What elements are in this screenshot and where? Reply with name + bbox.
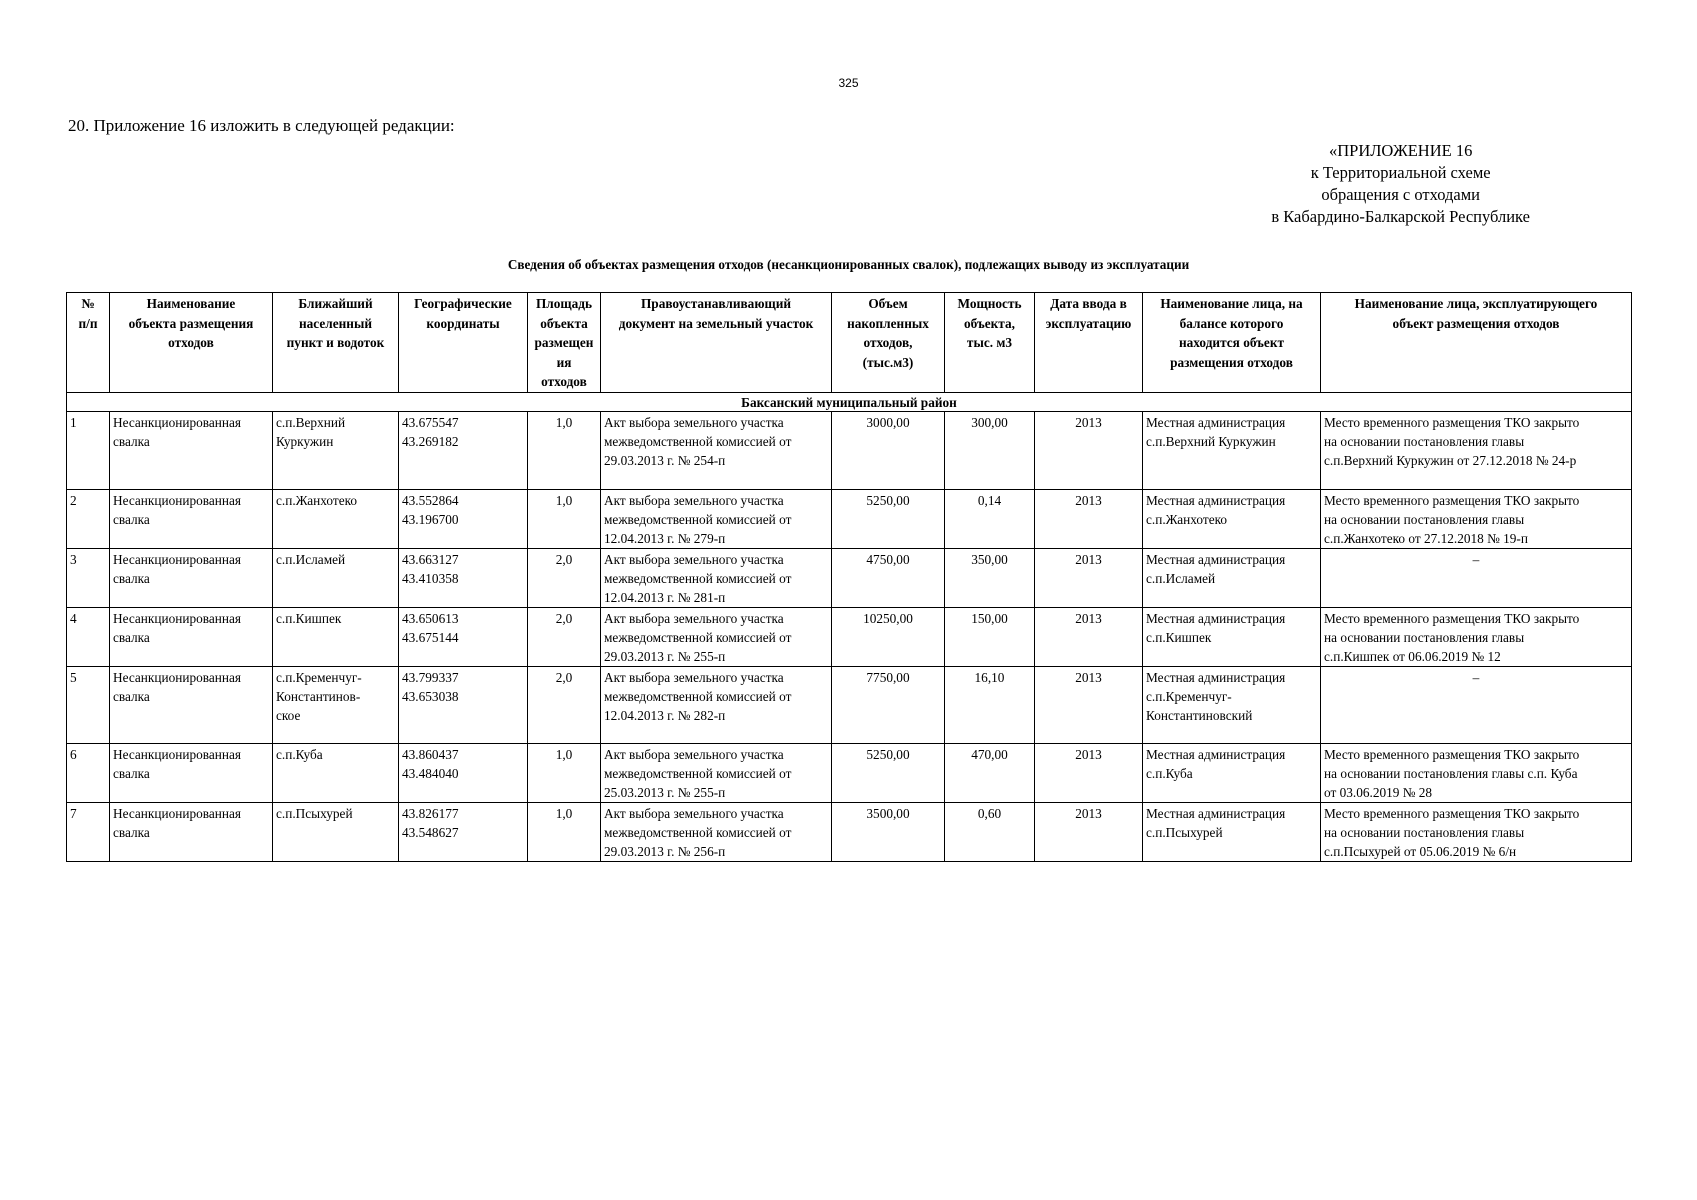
cell-object-name: Несанкционированная свалка xyxy=(110,803,273,862)
cell-number: 1 xyxy=(67,412,110,490)
cell-operator: – xyxy=(1321,667,1632,744)
cell-coordinates: 43.826177 43.548627 xyxy=(399,803,528,862)
cell-waste-volume: 10250,00 xyxy=(832,608,945,667)
cell-waste-volume: 7750,00 xyxy=(832,667,945,744)
header-number: № п/п xyxy=(67,293,110,393)
cell-balance-holder: Местная администрация с.п.Кременчуг- Константиновский xyxy=(1143,667,1321,744)
cell-waste-volume: 3500,00 xyxy=(832,803,945,862)
cell-coordinates: 43.552864 43.196700 xyxy=(399,490,528,549)
cell-area: 1,0 xyxy=(528,412,601,490)
cell-capacity: 16,10 xyxy=(945,667,1035,744)
table-row xyxy=(67,490,1632,549)
cell-waste-volume: 5250,00 xyxy=(832,744,945,803)
cell-settlement: с.п.Куба xyxy=(273,744,399,803)
cell-coordinates: 43.675547 43.269182 xyxy=(399,412,528,490)
cell-waste-volume: 3000,00 xyxy=(832,412,945,490)
cell-capacity: 350,00 xyxy=(945,549,1035,608)
cell-coordinates: 43.663127 43.410358 xyxy=(399,549,528,608)
table-row xyxy=(67,608,1632,667)
cell-coordinates: 43.799337 43.653038 xyxy=(399,667,528,744)
cell-settlement: с.п.Кременчуг- Константинов- ское xyxy=(273,667,399,744)
header-balance-holder: Наименование лица, на балансе которого находится объект размещения отходов xyxy=(1143,293,1321,393)
cell-settlement: с.п.Исламей xyxy=(273,549,399,608)
header-area: Площадь объекта размещен ия отходов xyxy=(528,293,601,393)
cell-number: 2 xyxy=(67,490,110,549)
cell-operator: Место временного размещения ТКО закрыто на основании постановления главы с.п.Верхний Куркужин от 27.12.2018 № 24-р xyxy=(1321,412,1632,490)
cell-area: 2,0 xyxy=(528,667,601,744)
cell-land-document: Акт выбора земельного участка межведомственной комиссией от 12.04.2013 г. № 281-п xyxy=(601,549,832,608)
cell-object-name: Несанкционированная свалка xyxy=(110,667,273,744)
section-title: Баксанский муниципальный район xyxy=(67,393,1632,412)
cell-coordinates: 43.860437 43.484040 xyxy=(399,744,528,803)
cell-settlement: с.п.Псыхурей xyxy=(273,803,399,862)
appendix-line: «ПРИЛОЖЕНИЕ 16 xyxy=(1328,141,1473,160)
table-row xyxy=(67,803,1632,862)
table-header-row xyxy=(67,293,1632,393)
appendix-line: в Кабардино-Балкарской Республике xyxy=(1271,207,1530,226)
table-row xyxy=(67,549,1632,608)
table-row xyxy=(67,412,1632,490)
header-capacity: Мощность объекта, тыс. м3 xyxy=(945,293,1035,393)
cell-number: 6 xyxy=(67,744,110,803)
appendix-line: обращения с отходами xyxy=(1321,185,1481,204)
cell-waste-volume: 5250,00 xyxy=(832,490,945,549)
cell-settlement: с.п.Жанхотеко xyxy=(273,490,399,549)
cell-object-name: Несанкционированная свалка xyxy=(110,744,273,803)
table-title: Сведения об объектах размещения отходов (несанкционированных свалок), подлежащих выводу из эксплуатации xyxy=(507,257,1190,272)
cell-land-document: Акт выбора земельного участка межведомственной комиссией от 12.04.2013 г. № 282-п xyxy=(601,667,832,744)
cell-capacity: 150,00 xyxy=(945,608,1035,667)
cell-balance-holder: Местная администрация с.п.Верхний Куркужин xyxy=(1143,412,1321,490)
cell-area: 1,0 xyxy=(528,803,601,862)
cell-number: 4 xyxy=(67,608,110,667)
appendix-line: к Территориальной схеме xyxy=(1310,163,1491,182)
appendix-heading-block xyxy=(1271,140,1530,228)
cell-balance-holder: Местная администрация с.п.Куба xyxy=(1143,744,1321,803)
cell-land-document: Акт выбора земельного участка межведомственной комиссией от 29.03.2013 г. № 256-п xyxy=(601,803,832,862)
cell-capacity: 470,00 xyxy=(945,744,1035,803)
cell-area: 2,0 xyxy=(528,549,601,608)
cell-area: 2,0 xyxy=(528,608,601,667)
cell-capacity: 0,14 xyxy=(945,490,1035,549)
cell-settlement: с.п.Верхний Куркужин xyxy=(273,412,399,490)
cell-commission-date: 2013 xyxy=(1035,667,1143,744)
cell-commission-date: 2013 xyxy=(1035,744,1143,803)
cell-area: 1,0 xyxy=(528,744,601,803)
header-waste-volume: Объем накопленных отходов, (тыс.м3) xyxy=(832,293,945,393)
cell-capacity: 300,00 xyxy=(945,412,1035,490)
cell-object-name: Несанкционированная свалка xyxy=(110,412,273,490)
cell-commission-date: 2013 xyxy=(1035,549,1143,608)
cell-number: 5 xyxy=(67,667,110,744)
header-operator: Наименование лица, эксплуатирующего объект размещения отходов xyxy=(1321,293,1632,393)
cell-balance-holder: Местная администрация с.п.Кишпек xyxy=(1143,608,1321,667)
header-settlement: Ближайший населенный пункт и водоток xyxy=(273,293,399,393)
cell-operator: Место временного размещения ТКО закрыто на основании постановления главы с.п.Жанхотеко от 27.12.2018 № 19-п xyxy=(1321,490,1632,549)
table-row xyxy=(67,667,1632,744)
cell-number: 7 xyxy=(67,803,110,862)
cell-number: 3 xyxy=(67,549,110,608)
cell-capacity: 0,60 xyxy=(945,803,1035,862)
intro-paragraph: 20. Приложение 16 изложить в следующей редакции: xyxy=(68,116,455,135)
cell-land-document: Акт выбора земельного участка межведомственной комиссией от 29.03.2013 г. № 254-п xyxy=(601,412,832,490)
cell-operator: – xyxy=(1321,549,1632,608)
cell-commission-date: 2013 xyxy=(1035,490,1143,549)
cell-balance-holder: Местная администрация с.п.Исламей xyxy=(1143,549,1321,608)
section-row xyxy=(67,393,1632,412)
cell-operator: Место временного размещения ТКО закрыто на основании постановления главы с.п.Псыхурей от 05.06.2019 № 6/н xyxy=(1321,803,1632,862)
cell-settlement: с.п.Кишпек xyxy=(273,608,399,667)
cell-operator: Место временного размещения ТКО закрыто на основании постановления главы с.п. Куба от 03.06.2019 № 28 xyxy=(1321,744,1632,803)
table-row xyxy=(67,744,1632,803)
cell-land-document: Акт выбора земельного участка межведомственной комиссией от 12.04.2013 г. № 279-п xyxy=(601,490,832,549)
cell-land-document: Акт выбора земельного участка межведомственной комиссией от 25.03.2013 г. № 255-п xyxy=(601,744,832,803)
cell-balance-holder: Местная администрация с.п.Жанхотеко xyxy=(1143,490,1321,549)
cell-balance-holder: Местная администрация с.п.Псыхурей xyxy=(1143,803,1321,862)
cell-waste-volume: 4750,00 xyxy=(832,549,945,608)
page-number: 325 xyxy=(838,76,859,90)
header-object-name: Наименование объекта размещения отходов xyxy=(110,293,273,393)
cell-object-name: Несанкционированная свалка xyxy=(110,490,273,549)
cell-coordinates: 43.650613 43.675144 xyxy=(399,608,528,667)
cell-operator: Место временного размещения ТКО закрыто на основании постановления главы с.п.Кишпек от 06.06.2019 № 12 xyxy=(1321,608,1632,667)
header-land-document: Правоустанавливающий документ на земельный участок xyxy=(601,293,832,393)
cell-object-name: Несанкционированная свалка xyxy=(110,608,273,667)
cell-area: 1,0 xyxy=(528,490,601,549)
header-coordinates: Географические координаты xyxy=(399,293,528,393)
waste-sites-table xyxy=(66,292,1632,862)
cell-object-name: Несанкционированная свалка xyxy=(110,549,273,608)
header-commission-date: Дата ввода в эксплуатацию xyxy=(1035,293,1143,393)
cell-land-document: Акт выбора земельного участка межведомственной комиссией от 29.03.2013 г. № 255-п xyxy=(601,608,832,667)
cell-commission-date: 2013 xyxy=(1035,803,1143,862)
cell-commission-date: 2013 xyxy=(1035,608,1143,667)
cell-commission-date: 2013 xyxy=(1035,412,1143,490)
